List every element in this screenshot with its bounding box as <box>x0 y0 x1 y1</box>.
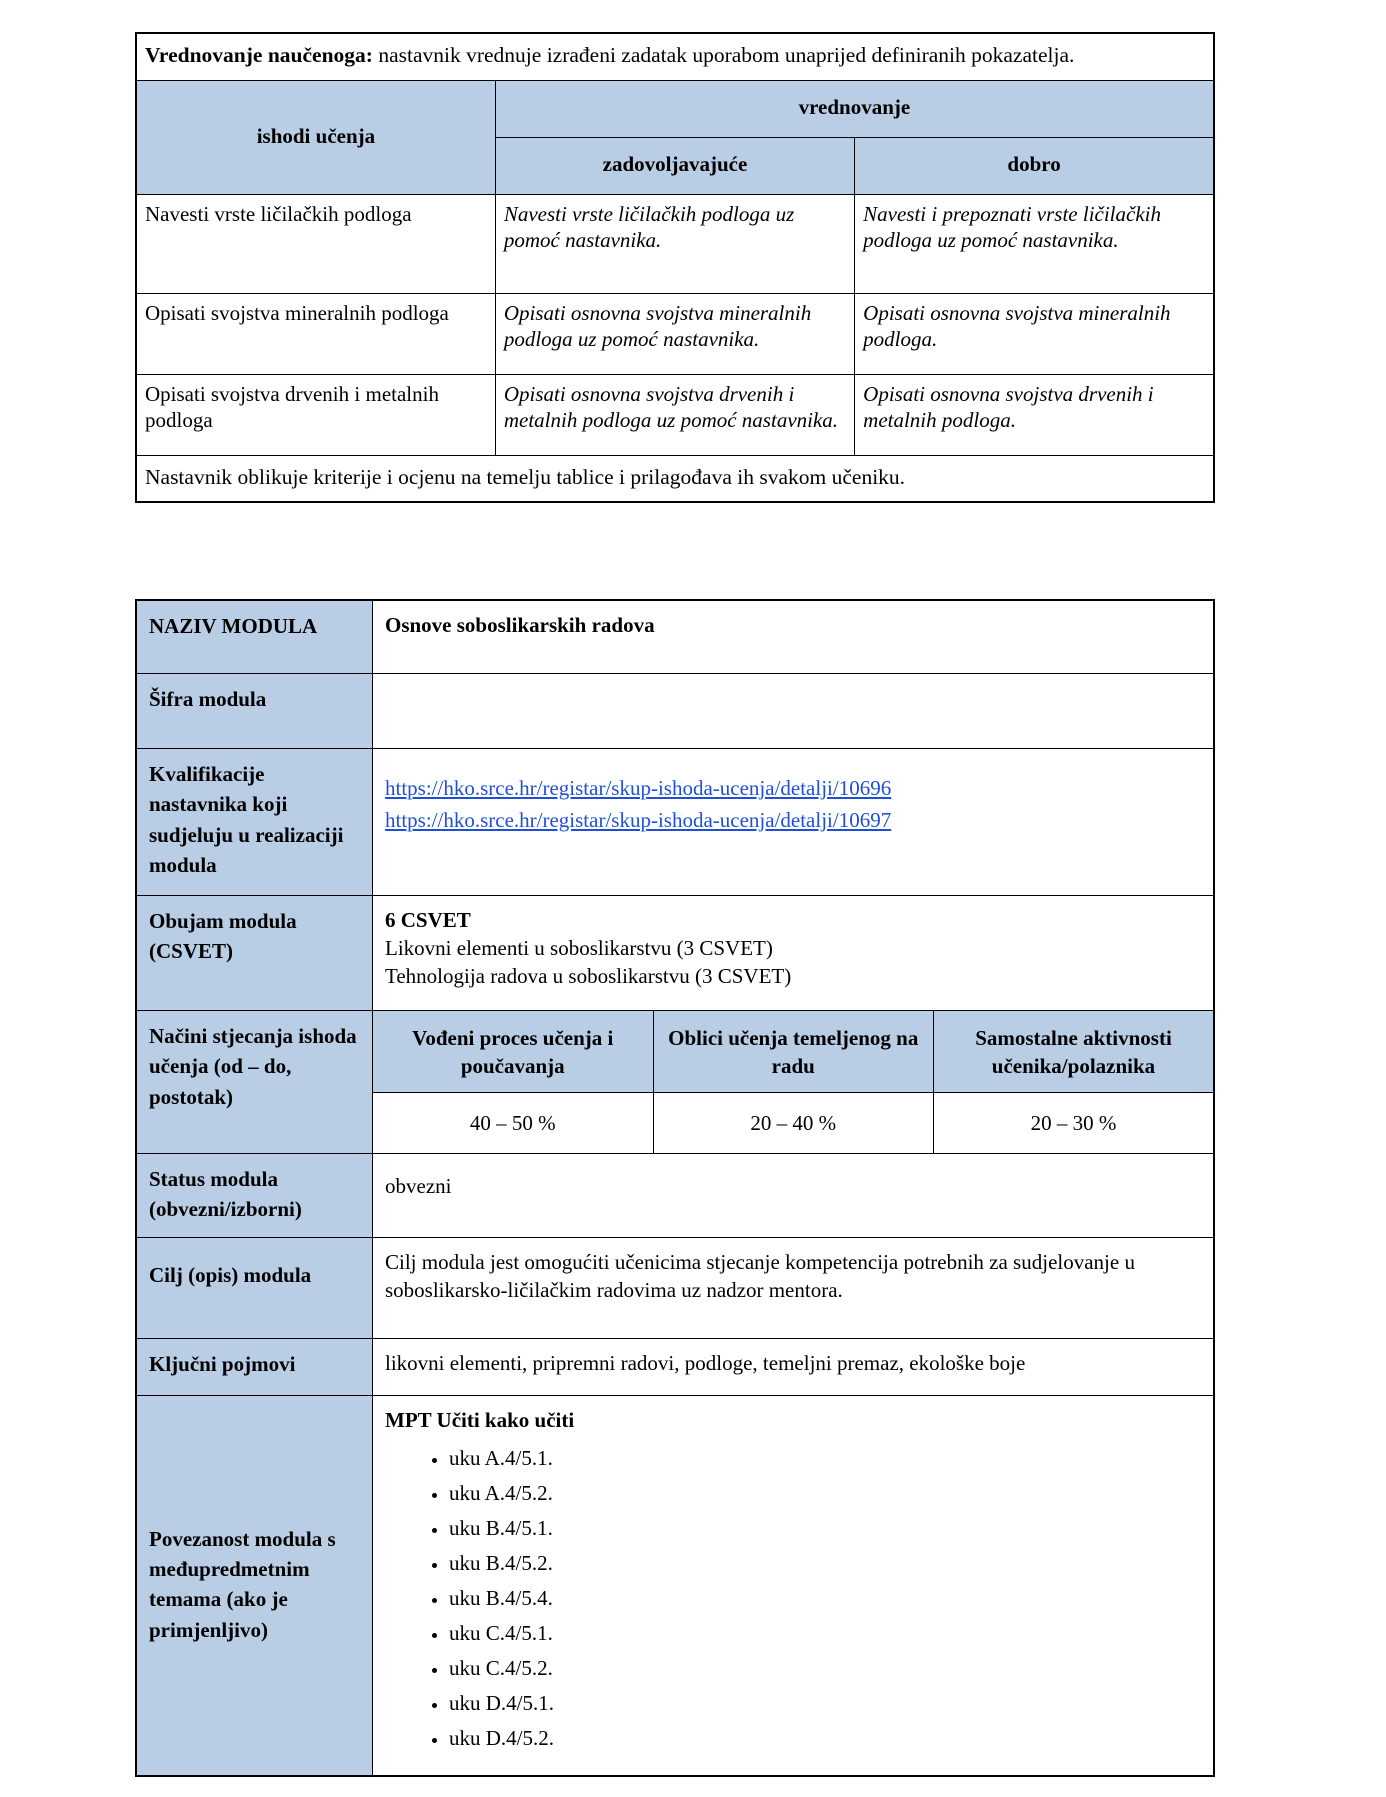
module-keywords-label: Ključni pojmovi <box>136 1338 373 1395</box>
module-qualifications-label: Kvalifikacije nastavnika koji sudjeluju u realizaciji modula <box>136 749 373 896</box>
module-goal-value: Cilj modula jest omogućiti učenicima stjecanje kompetencija potrebnih za sudjelovanje u soboslikarsko-ličilačkim radovima uz nadzor mentora. <box>373 1237 1215 1338</box>
table-row <box>136 293 1214 374</box>
acquisition-column-3: Samostalne aktivnosti učenika/polaznika <box>934 1011 1215 1093</box>
section-spacer <box>135 503 1256 599</box>
evaluation-intro-bold: Vrednovanje naučenoga: <box>145 43 373 67</box>
module-qualifications-row <box>136 749 1214 896</box>
module-name-text: Osnove soboslikarskih radova <box>385 613 655 638</box>
module-code-label: Šifra modula <box>136 674 373 749</box>
evaluation-intro-row <box>136 33 1214 80</box>
module-code-value <box>373 674 1215 749</box>
module-status-row <box>136 1154 1214 1238</box>
module-scope-item: Tehnologija radova u soboslikarstvu (3 CSVET) <box>385 964 792 989</box>
evaluation-footer-row <box>136 455 1214 502</box>
cross-topics-list <box>385 1448 1203 1763</box>
module-scope-row <box>136 896 1214 1011</box>
qualification-link-1[interactable]: https://hko.srce.hr/registar/skup-ishoda-ucenja/detalji/10696 <box>385 776 892 801</box>
module-code-row <box>136 674 1214 749</box>
acquisition-column-2: Oblici učenja temeljenog na radu <box>653 1011 934 1093</box>
list-item: • uku C.4/5.1. <box>449 1623 1203 1658</box>
evaluation-level-1: Opisati osnovna svojstva drvenih i metalnih podloga uz pomoć nastavnika. <box>495 374 854 455</box>
module-qualifications-value <box>373 749 1215 896</box>
module-keywords-row <box>136 1338 1214 1395</box>
list-item: • uku A.4/5.1. <box>449 1448 1203 1483</box>
module-name-label: NAZIV MODULA <box>136 600 373 674</box>
module-table <box>135 599 1215 1777</box>
module-cross-topics-row <box>136 1395 1214 1776</box>
module-status-value: obvezni <box>373 1154 1215 1238</box>
qualification-link-2[interactable]: https://hko.srce.hr/registar/skup-ishoda-ucenja/detalji/10697 <box>385 807 892 832</box>
evaluation-outcome: Opisati svojstva mineralnih podloga <box>136 293 495 374</box>
module-name-row <box>136 600 1214 674</box>
module-acquisition-label: Načini stjecanja ishoda učenja (od – do, postotak) <box>136 1011 373 1154</box>
acquisition-value-2: 20 – 40 % <box>653 1093 934 1154</box>
list-item: • uku D.4/5.2. <box>449 1728 1203 1763</box>
evaluation-table <box>135 32 1215 503</box>
module-status-label: Status modula (obvezni/izborni) <box>136 1154 373 1238</box>
table-row <box>136 194 1214 293</box>
evaluation-level-1: Opisati osnovna svojstva mineralnih podloga uz pomoć nastavnika. <box>495 293 854 374</box>
evaluation-level-2: Navesti i prepoznati vrste ličilačkih podloga uz pomoć nastavnika. <box>855 194 1214 293</box>
module-name-value <box>373 600 1215 674</box>
acquisition-value-1: 40 – 50 % <box>373 1093 654 1154</box>
acquisition-column-1: Vođeni proces učenja i poučavanja <box>373 1011 654 1093</box>
evaluation-level-1: Navesti vrste ličilačkih podloga uz pomoć nastavnika. <box>495 194 854 293</box>
evaluation-header-outcomes: ishodi učenja <box>136 80 495 194</box>
evaluation-outcome: Navesti vrste ličilačkih podloga <box>136 194 495 293</box>
evaluation-level-2: Opisati osnovna svojstva mineralnih podloga. <box>855 293 1214 374</box>
list-item: • uku B.4/5.1. <box>449 1518 1203 1553</box>
evaluation-outcome: Opisati svojstva drvenih i metalnih podloga <box>136 374 495 455</box>
module-goal-label: Cilj (opis) modula <box>136 1237 373 1338</box>
list-item: • uku D.4/5.1. <box>449 1693 1203 1728</box>
module-cross-topics-value <box>373 1395 1215 1776</box>
module-scope-total: 6 CSVET <box>385 908 471 933</box>
module-goal-row <box>136 1237 1214 1338</box>
evaluation-intro <box>136 33 1214 80</box>
evaluation-header-level-2: dobro <box>855 137 1214 194</box>
list-item: • uku B.4/5.4. <box>449 1588 1203 1623</box>
evaluation-intro-rest: nastavnik vrednuje izrađeni zadatak uporabom unaprijed definiranih pokazatelja. <box>372 43 1075 67</box>
evaluation-header-evaluation: vrednovanje <box>495 80 1214 137</box>
module-keywords-value: likovni elementi, pripremni radovi, podloge, temeljni premaz, ekološke boje <box>373 1338 1215 1395</box>
cross-topics-title: MPT Učiti kako učiti <box>385 1407 575 1432</box>
evaluation-header-row-1 <box>136 80 1214 137</box>
acquisition-value-3: 20 – 30 % <box>934 1093 1215 1154</box>
list-item: • uku B.4/5.2. <box>449 1553 1203 1588</box>
evaluation-level-2: Opisati osnovna svojstva drvenih i metalnih podloga. <box>855 374 1214 455</box>
module-cross-topics-label: Povezanost modula s međupredmetnim temama (ako je primjenljivo) <box>136 1395 373 1776</box>
module-scope-label: Obujam modula (CSVET) <box>136 896 373 1011</box>
table-row <box>136 374 1214 455</box>
module-acquisition-header-row <box>136 1011 1214 1093</box>
evaluation-footer: Nastavnik oblikuje kriterije i ocjenu na temelju tablice i prilagođava ih svakom učeniku. <box>136 455 1214 502</box>
module-scope-value <box>373 896 1215 1011</box>
list-item: • uku C.4/5.2. <box>449 1658 1203 1693</box>
evaluation-header-level-1: zadovoljavajuće <box>495 137 854 194</box>
module-scope-item: Likovni elementi u soboslikarstvu (3 CSVET) <box>385 936 773 961</box>
list-item: • uku A.4/5.2. <box>449 1483 1203 1518</box>
